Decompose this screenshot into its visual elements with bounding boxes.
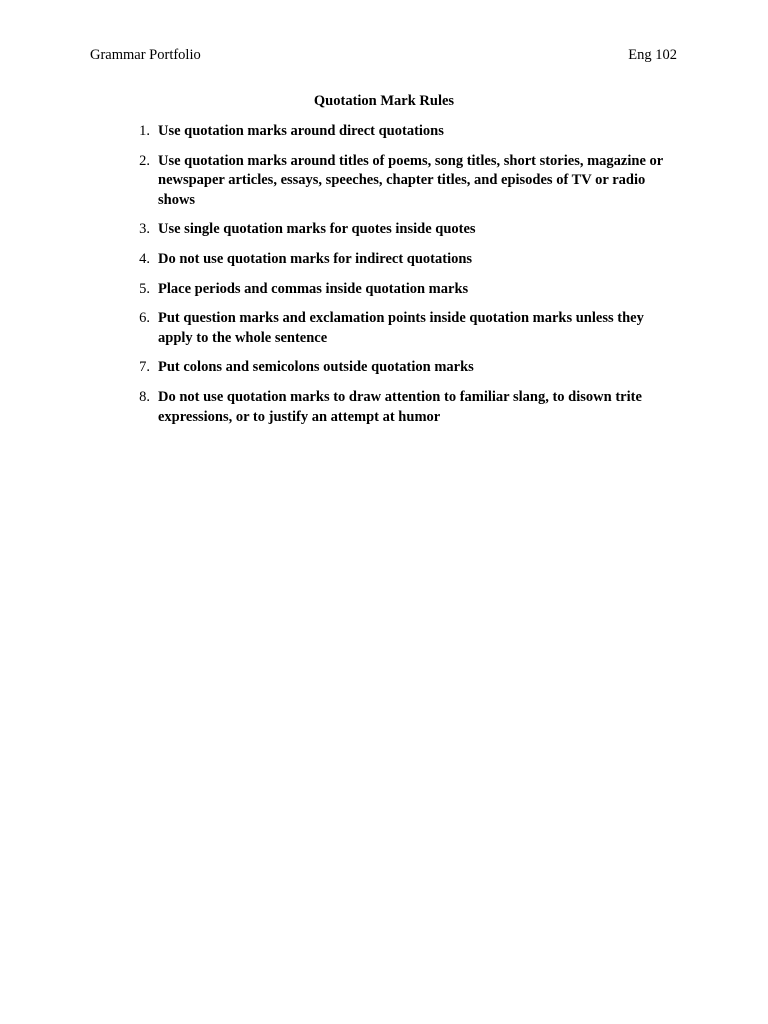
list-item-number: 3. [139,221,150,238]
list-item-number: 4. [139,250,150,267]
list-item-text: Use quotation marks around direct quotations [158,123,444,139]
list-item [130,280,675,300]
list-item-number: 5. [139,280,150,297]
list-item-text: Use quotation marks around titles of poems, song titles, short stories, magazine or newspaper articles, essays, speeches, chapter titles, and episodes of TV or radio shows [158,152,663,208]
list-item [130,309,675,348]
list-item [130,358,675,378]
list-item [130,122,675,142]
list-item-text: Place periods and commas inside quotation marks [158,280,469,297]
list-item-text: Put question marks and exclamation points inside quotation marks unless they apply to the whole sentence [158,310,644,346]
list-item-text: Do not use quotation marks for indirect quotations [158,250,473,267]
list-item [130,152,675,211]
header-course-number: Eng 102 [628,47,677,63]
page-title: Quotation Mark Rules [313,93,455,109]
list-item-number: 7. [139,359,150,376]
list-item [130,388,675,427]
list-item-number: 6. [139,310,150,327]
list-item-text: Do not use quotation marks to draw attention to familiar slang, to disown trite expressions, or to justify an attempt at humor [158,388,642,425]
list-item [130,220,675,240]
list-item-number: 2. [139,152,150,169]
list-item-number: 1. [139,123,150,139]
header-course-label: Grammar Portfolio [90,47,201,63]
list-item-text: Use single quotation marks for quotes inside quotes [158,221,476,238]
list-item [130,250,675,270]
list-item-number: 8. [139,388,150,405]
rules-list [130,122,675,437]
list-item-text: Put colons and semicolons outside quotation marks [158,359,474,376]
